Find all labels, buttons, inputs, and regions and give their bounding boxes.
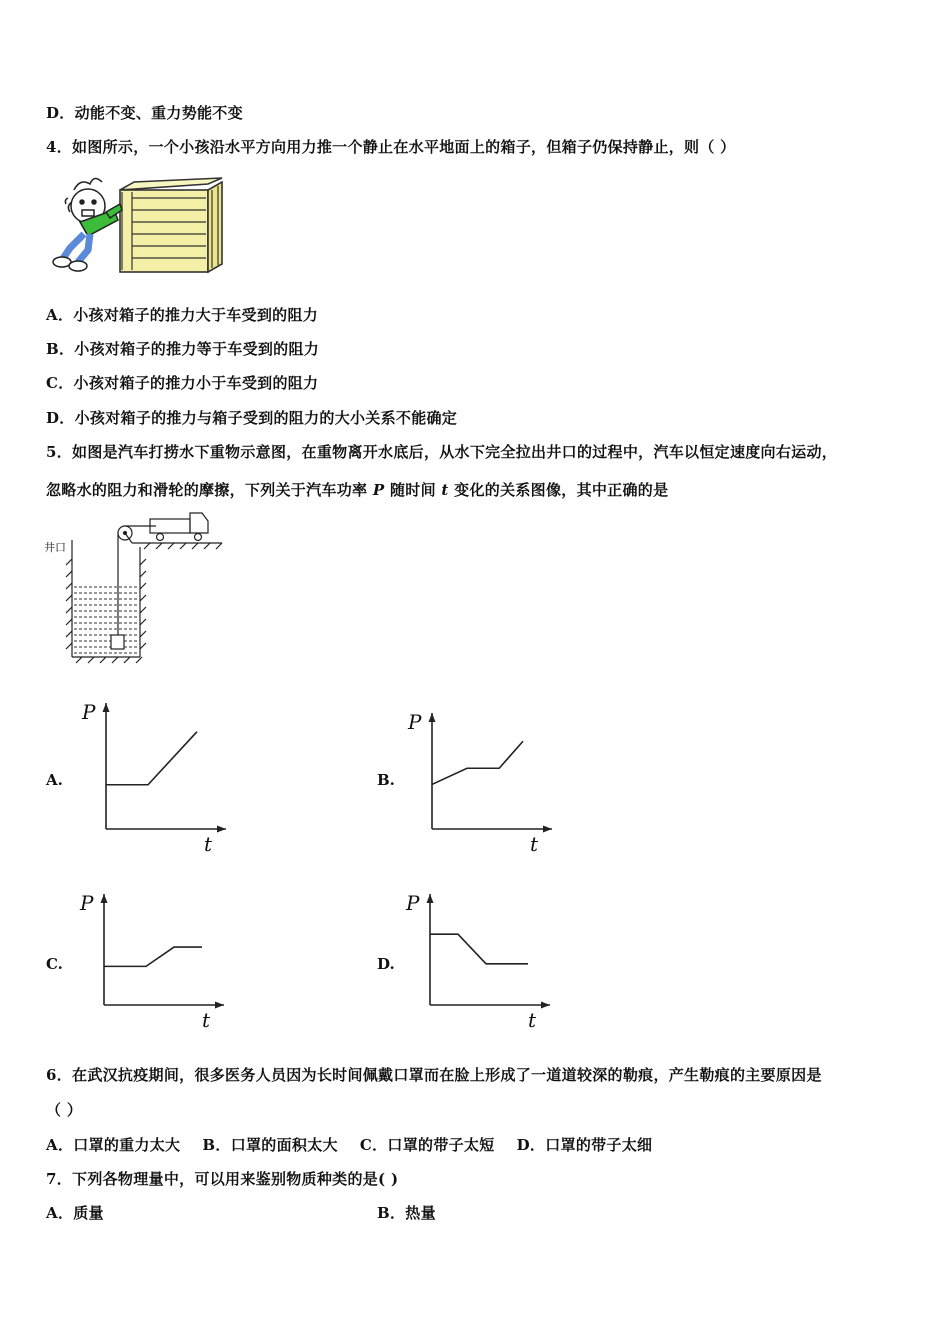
y-axis-arrow	[429, 713, 436, 722]
q4-option-c: C．小孩对箱子的推力小于车受到的阻力	[46, 374, 319, 392]
y-axis-arrow	[101, 894, 108, 903]
submerged-weight	[111, 635, 124, 649]
x-axis-label: t	[528, 1008, 537, 1031]
q6-stem: 6．在武汉抗疫期间，很多医务人员因为长时间佩戴口罩而在脸上形成了一道道较深的勒痕，产生勒痕的主要原因是	[46, 1066, 822, 1084]
q4-option-a: A．小孩对箱子的推力大于车受到的阻力	[46, 306, 319, 324]
q5-stem-symbol-p: P	[372, 481, 385, 499]
power-time-curve	[106, 732, 197, 785]
child-pushing-box-illustration	[50, 168, 240, 276]
q5-stem-part-b: 随时间	[389, 481, 436, 499]
graph-label-b: B.	[377, 771, 395, 789]
y-axis-arrow	[103, 703, 110, 712]
y-axis-label: P	[80, 891, 94, 915]
y-axis-label: P	[406, 891, 420, 915]
power-time-curve	[104, 947, 202, 966]
x-axis-arrow	[541, 1002, 550, 1009]
graph-b	[404, 705, 564, 855]
q6-paren: （ ）	[46, 1101, 83, 1119]
q5-stem-part-c: 变化的关系图像，其中正确的是	[454, 481, 669, 499]
x-axis-arrow	[217, 826, 226, 833]
graph-a	[78, 695, 238, 855]
power-time-curve	[430, 934, 528, 964]
q6-options: A．口罩的重力太大 B．口罩的面积太大 C．口罩的带子太短 D．口罩的带子太细	[46, 1136, 653, 1154]
x-axis-label: t	[530, 832, 539, 855]
q7-option-a: A．质量	[46, 1204, 104, 1222]
q4-option-d: D．小孩对箱子的推力与箱子受到的阻力的大小关系不能确定	[46, 409, 458, 427]
x-axis-arrow	[543, 826, 552, 833]
graph-label-a: A.	[46, 771, 63, 789]
q4-option-b: B．小孩对箱子的推力等于车受到的阻力	[46, 340, 320, 358]
power-time-curve	[432, 741, 523, 784]
graph-label-d: D.	[377, 955, 395, 973]
q4-stem: 4．如图所示，一个小孩沿水平方向用力推一个静止在水平地面上的箱子，但箱子仍保持静止，则（ ）	[46, 138, 736, 156]
q3-option-d: D．动能不变、重力势能不变	[46, 104, 243, 122]
graph-d	[402, 886, 562, 1031]
q5-stem-line1: 5．如图是汽车打捞水下重物示意图，在重物离开水底后，从水下完全拉出井口的过程中，汽车以恒定速度向右运动，	[46, 443, 838, 461]
x-axis-label: t	[204, 832, 213, 855]
q5-stem-part-a: 忽略水的阻力和滑轮的摩擦，下列关于汽车功率	[46, 481, 368, 499]
x-axis-arrow	[215, 1002, 224, 1009]
q7-stem: 7．下列各物理量中，可以用来鉴别物质种类的是( )	[46, 1170, 399, 1188]
child-figure	[53, 178, 122, 271]
graph-c	[76, 886, 236, 1031]
q7-option-b: B．热量	[377, 1204, 436, 1222]
q5-stem-symbol-t: t	[441, 481, 449, 499]
y-axis-label: P	[82, 700, 96, 724]
y-axis-arrow	[427, 894, 434, 903]
q5-stem-line2	[46, 479, 668, 500]
well-truck-diagram	[44, 505, 244, 665]
y-axis-label: P	[408, 710, 422, 734]
graph-label-c: C.	[46, 955, 63, 973]
x-axis-label: t	[202, 1008, 211, 1031]
well-label: 井口	[44, 541, 66, 554]
